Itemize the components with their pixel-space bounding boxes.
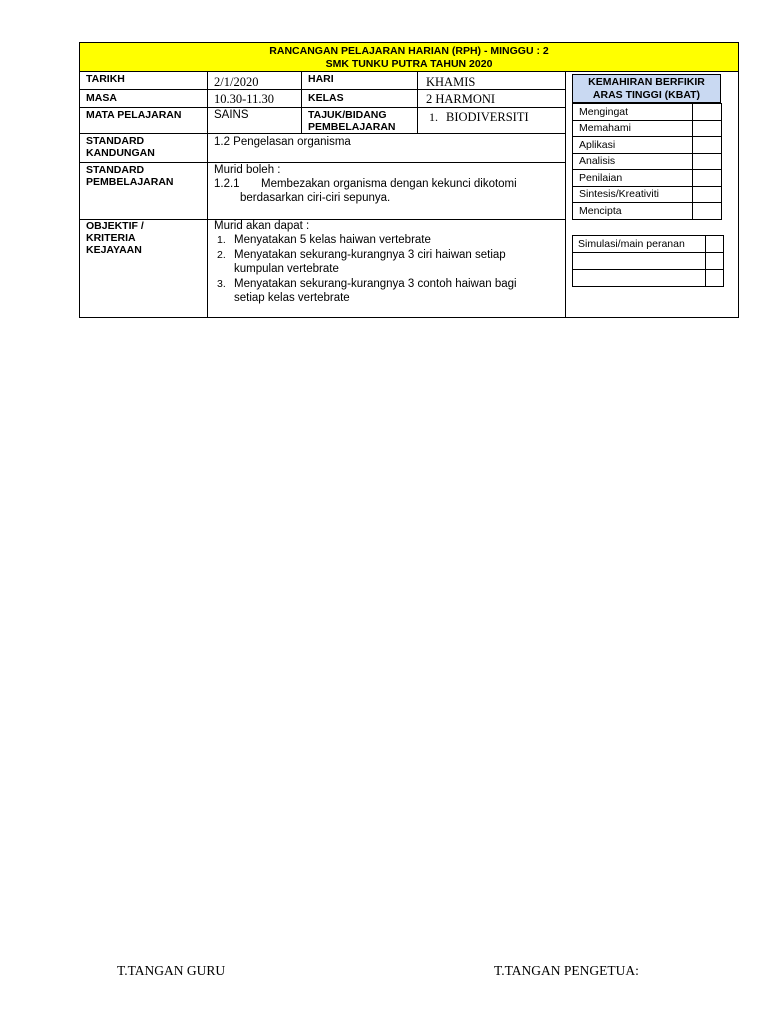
kbat-checkbox[interactable] bbox=[693, 170, 722, 187]
kbat-title bbox=[572, 74, 721, 103]
kbat-checkbox[interactable] bbox=[693, 137, 722, 154]
table-row bbox=[573, 170, 722, 187]
list-number: 3. bbox=[217, 278, 226, 290]
kbat-checkbox[interactable] bbox=[693, 104, 722, 121]
kbat-item: Sintesis/Kreativiti bbox=[573, 186, 693, 203]
plan-title: RANCANGAN PELAJARAN HARIAN (RPH) - MINGGU : 2 bbox=[269, 45, 549, 57]
grid-line bbox=[565, 72, 566, 317]
standard-kandungan-label: STANDARD bbox=[86, 135, 145, 147]
objektif-text: setiap kelas vertebrate bbox=[234, 292, 350, 304]
objektif-intro: Murid akan dapat : bbox=[214, 220, 310, 232]
table-row bbox=[573, 104, 722, 121]
objektif-list bbox=[208, 233, 564, 305]
objektif-text: Menyatakan 5 kelas haiwan vertebrate bbox=[234, 234, 431, 246]
simulasi-checkbox[interactable] bbox=[706, 253, 724, 270]
grid-line bbox=[80, 107, 565, 108]
objektif-label: KEJAYAAN bbox=[86, 244, 142, 256]
table-row bbox=[573, 153, 722, 170]
kbat-checkbox[interactable] bbox=[693, 120, 722, 137]
kbat-item: Mencipta bbox=[573, 203, 693, 220]
list-item bbox=[208, 233, 564, 247]
pengetua-signature-label: T.TANGAN PENGETUA: bbox=[494, 963, 639, 978]
kbat-item: Analisis bbox=[573, 153, 693, 170]
standard-pembelajaran-text: Membezakan organisma dengan kekunci dikotomi bbox=[261, 178, 517, 190]
grid-line bbox=[80, 133, 565, 134]
standard-pembelajaran-label: STANDARD bbox=[86, 164, 145, 176]
table-row bbox=[573, 120, 722, 137]
table-row bbox=[573, 253, 724, 270]
simulasi-checkbox[interactable] bbox=[706, 236, 724, 253]
plan-header bbox=[80, 43, 738, 72]
simulasi-item[interactable] bbox=[573, 270, 706, 287]
standard-kandungan-label: KANDUNGAN bbox=[86, 147, 155, 159]
table-row bbox=[573, 203, 722, 220]
kelas-label: KELAS bbox=[308, 92, 344, 104]
objektif-label: KRITERIA bbox=[86, 232, 136, 244]
grid-line bbox=[80, 89, 565, 90]
grid-line bbox=[417, 72, 418, 133]
objektif-text: Menyatakan sekurang-kurangnya 3 ciri haiwan setiap bbox=[234, 249, 506, 261]
tajuk-label: PEMBELAJARAN bbox=[308, 121, 396, 133]
grid-line bbox=[80, 162, 565, 163]
simulasi-item[interactable] bbox=[573, 253, 706, 270]
kbat-item: Memahami bbox=[573, 120, 693, 137]
hari-label: HARI bbox=[308, 73, 334, 85]
standard-pembelajaran-text: berdasarkan ciri-ciri sepunya. bbox=[240, 192, 391, 204]
table-row bbox=[573, 186, 722, 203]
objektif-text: kumpulan vertebrate bbox=[234, 263, 339, 275]
standard-kandungan-value: 1.2 Pengelasan organisma bbox=[214, 136, 351, 148]
tajuk-number: 1. bbox=[429, 110, 438, 124]
school-name: SMK TUNKU PUTRA TAHUN 2020 bbox=[325, 58, 493, 70]
mata-pelajaran-label: MATA PELAJARAN bbox=[86, 109, 182, 121]
mata-pelajaran-value: SAINS bbox=[214, 109, 249, 121]
simulasi-table bbox=[572, 235, 724, 287]
standard-pembelajaran-code: 1.2.1 bbox=[214, 178, 240, 190]
kelas-value: 2 HARMONI bbox=[426, 92, 496, 106]
tajuk-label: TAJUK/BIDANG bbox=[308, 109, 387, 121]
list-number: 1. bbox=[217, 234, 226, 246]
standard-pembelajaran-intro: Murid boleh : bbox=[214, 164, 281, 176]
table-row bbox=[573, 137, 722, 154]
standard-pembelajaran-label: PEMBELAJARAN bbox=[86, 176, 174, 188]
kbat-panel bbox=[572, 74, 721, 250]
tajuk-value: BIODIVERSITI bbox=[446, 110, 529, 124]
kbat-item: Mengingat bbox=[573, 104, 693, 121]
grid-line bbox=[301, 72, 302, 133]
guru-signature-label: T.TANGAN GURU bbox=[117, 963, 226, 978]
table-row bbox=[573, 236, 724, 253]
list-item bbox=[208, 248, 564, 276]
kbat-item: Aplikasi bbox=[573, 137, 693, 154]
kbat-checkbox[interactable] bbox=[693, 203, 722, 220]
list-item bbox=[208, 277, 564, 305]
table-row bbox=[573, 270, 724, 287]
simulasi-checkbox[interactable] bbox=[706, 270, 724, 287]
hari-value: KHAMIS bbox=[426, 75, 476, 89]
simulasi-item: Simulasi/main peranan bbox=[573, 236, 706, 253]
grid-line bbox=[80, 219, 565, 220]
kbat-checkbox[interactable] bbox=[693, 186, 722, 203]
objektif-label: OBJEKTIF / bbox=[86, 220, 144, 232]
objektif-text: Menyatakan sekurang-kurangnya 3 contoh haiwan bagi bbox=[234, 278, 517, 290]
masa-label: MASA bbox=[86, 92, 117, 104]
lesson-plan-table bbox=[79, 42, 739, 318]
masa-value: 10.30-11.30 bbox=[214, 92, 274, 106]
kbat-item: Penilaian bbox=[573, 170, 693, 187]
kbat-title-line: ARAS TINGGI (KBAT) bbox=[592, 89, 701, 101]
tarikh-value: 2/1/2020 bbox=[214, 75, 259, 89]
kbat-checkbox[interactable] bbox=[693, 153, 722, 170]
list-number: 2. bbox=[217, 249, 226, 261]
kbat-checklist bbox=[572, 103, 722, 220]
kbat-title-line: KEMAHIRAN BERFIKIR bbox=[588, 76, 705, 88]
tarikh-label: TARIKH bbox=[86, 73, 125, 85]
